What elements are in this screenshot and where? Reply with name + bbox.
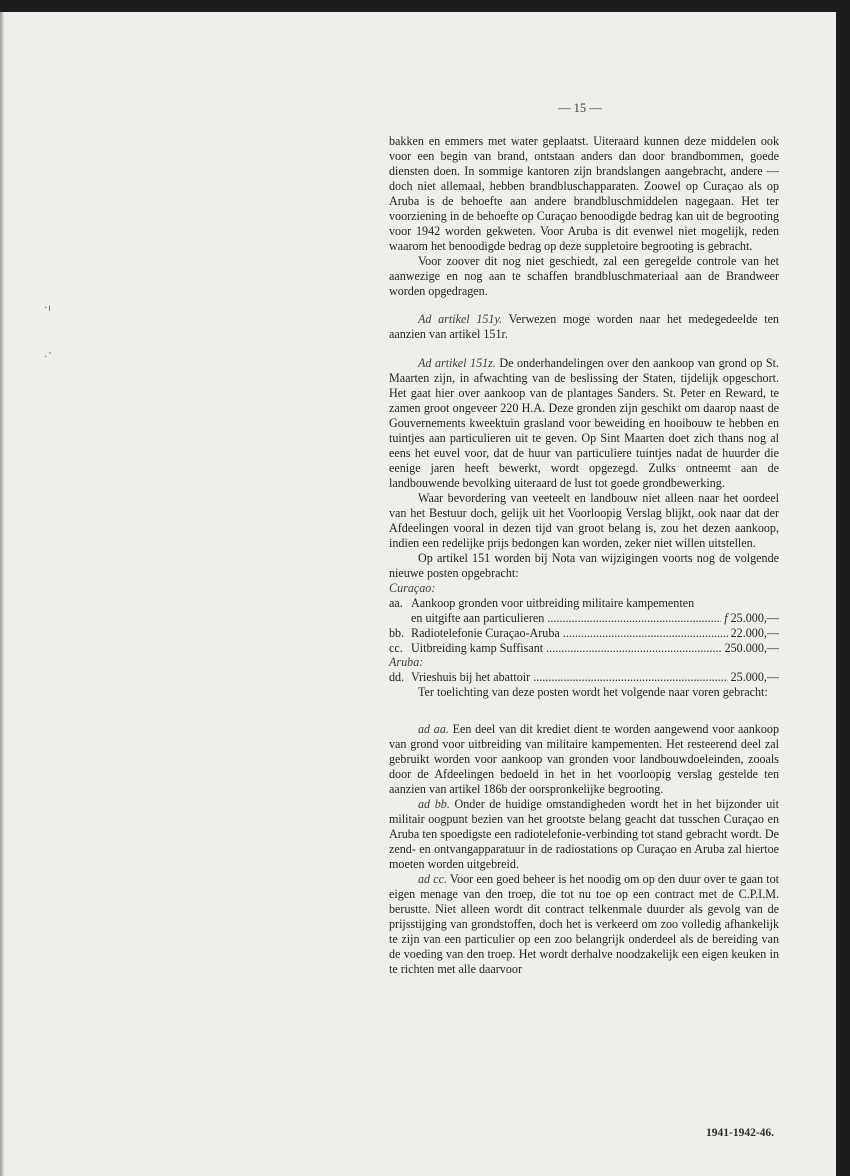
post-item-cc: [389, 641, 779, 656]
body-text: [389, 134, 779, 977]
margin-mark: ·ˋ: [44, 352, 55, 363]
place-label-curacao: Curaçao:: [389, 580, 436, 595]
post-item-aa: [389, 596, 779, 611]
post-label: Aankoop gronden voor uitbreiding militaire kampementen: [411, 595, 695, 610]
post-label: Vrieshuis bij het abattoir .....: [411, 670, 728, 685]
document-page: [0, 12, 836, 1176]
post-code: dd.: [389, 670, 405, 685]
note-bb: [389, 797, 779, 872]
post-code: bb.: [389, 625, 405, 640]
note-heading: ad cc.: [418, 871, 447, 886]
paragraph: Op artikel 151 worden bij Nota van wijzigingen voorts nog de volgende nieuwe posten opgebracht:: [389, 550, 779, 580]
post-label: en uitgifte aan particulieren .....: [411, 611, 721, 626]
note-heading: ad aa.: [418, 722, 449, 737]
note-text: Voor een goed beheer is het noodig om op den duur over te gaan tot eigen menage van den troep, die tot nu toe op een contract met de C.P.I.M. berustte. Niet alleen wordt dit contract telkenmale duurder als gevolg van de prijsstijging van grondstoffen, doch het is verkeerd om zoo volledig afhankelijk te zijn van een particulier op een zoo belangrijk onderdeel als de bereiding van de voeding van den troep. Het wordt derhalve noodzakelijk een eigen keuken in te richten met alle daarvoor: [389, 871, 779, 976]
note-heading: ad bb.: [418, 797, 450, 812]
section-heading: Ad artikel 151y.: [418, 312, 503, 327]
currency-symbol: f: [724, 610, 728, 625]
place-label-aruba: Aruba:: [389, 655, 424, 670]
post-amount: 250.000,—: [724, 640, 779, 655]
note-aa: [389, 722, 779, 797]
note-text: Een deel van dit krediet dient te worden aangewend voor aankoop van grond voor uitbreiding van militaire kampementen. Het resteerend deel zal gebruikt worden voor aankoop van gronden voor landbouwdoeleinden, zooals door de Afdeelingen bedoeld in het in het voorloopig verslag gestelde ten aanzien van artikel 186b der oorspronkelijke begrooting.: [389, 722, 779, 797]
section-text: Verwezen moge worden naar het medegedeelde ten aanzien van artikel 151r.: [389, 312, 779, 342]
margin-mark: ·ı: [44, 303, 52, 314]
paragraph: bakken en emmers met water geplaatst. Uiteraard kunnen deze middelen ook voor een begin van brand, ontstaan anders dan door brandbommen, goede diensten doen. In sommige kantoren zijn brandslangen aangebracht, andere — doch niet allemaal, hebben brandbluschapparaten. Zoowel op Curaçao als op Aruba is de behoefte aan andere brandbluschmiddelen nagegaan. Het ter voorziening in de behoefte op Curaçao benoodigde bedrag kan uit de begrooting voor 1942 worden gekweten. Voor Aruba is dit evenwel niet mogelijk, reden waarom het benoodigde bedrag op deze suppletoire begrooting is gebracht.: [389, 134, 779, 253]
paragraph: Voor zoover dit nog niet geschiedt, zal een geregelde controle van het aanwezige en nog aan te schaffen brandbluschmateriaal aan de Brandweer worden opgedragen.: [389, 253, 779, 298]
note-text: Onder de huidige omstandigheden wordt het in het bijzonder uit militair oogpunt bezien van het grootste belang geacht dat tusschen Curaçao en Aruba ten spoedigste een radiotelefonie-verbinding tot stand gebracht wordt. De zend- en ontvangapparatuur in de radiostations op Curaçao en Aruba zal hiertoe moeten worden uitgebreid.: [389, 797, 780, 871]
post-label: Uitbreiding kamp Suffisant .....: [411, 641, 722, 656]
post-item-bb: [389, 626, 779, 641]
post-code: cc.: [389, 640, 403, 655]
post-amount: 22.000,—: [730, 625, 779, 640]
section-text: De onderhandelingen over den aankoop van grond op St. Maarten zijn, in afwachting van de beslissing der Staten, tijdelijk opgeschort. Het gaat hier over aankoop van de plantages Sanders. St. Peter en Reward, te zamen groot ongeveer 220 H.A. Deze gronden zijn geschikt om daarop naast de Gouvernements kweektuin grasland voor beweiding en hooibouw te hebben en tuintjes aan particulieren uit te geven. Op Sint Maarten doet zich thans nog al eens het euvel voor, dat de huur van particuliere tuintjes nadat de huurder die eenige jaren heeft bewerkt, wordt opgezegd. Zulks ontneemt aan de landbouwende bevolking uiteraard de lust tot goede grondbewerking.: [389, 356, 779, 491]
page-spine-shadow: [0, 12, 4, 1176]
document-code: 1941-1942-46.: [706, 1127, 775, 1139]
post-item-aa-continued: [389, 611, 779, 626]
post-amount: 25.000,—: [730, 670, 779, 685]
paragraph: Waar bevordering van veeteelt en landbouw niet alleen naar het oordeel van het Bestuur doch, gelijk uit het Voorloopig Verslag blijkt, ook naar dat der Afdeelingen vooral in dezen tijd van groot belang is, zou het dezen aankoop, indien een redelijke prijs bedongen kan worden, zeker niet willen uitstellen.: [389, 490, 779, 550]
section-art-151z: [389, 356, 779, 491]
post-item-dd: [389, 670, 779, 685]
post-amount: [721, 611, 779, 626]
page-number: — 15 —: [558, 101, 602, 115]
note-cc: [389, 872, 779, 977]
posts-list: [389, 581, 779, 686]
post-label: Radiotelefonie Curaçao-Aruba .....: [411, 626, 728, 641]
amount-value: 25.000,—: [730, 610, 779, 625]
section-art-151y: [389, 312, 779, 342]
post-code: aa.: [389, 595, 403, 610]
paragraph: Ter toelichting van deze posten wordt het volgende naar voren gebracht:: [418, 685, 768, 700]
section-heading: Ad artikel 151z.: [418, 356, 496, 371]
